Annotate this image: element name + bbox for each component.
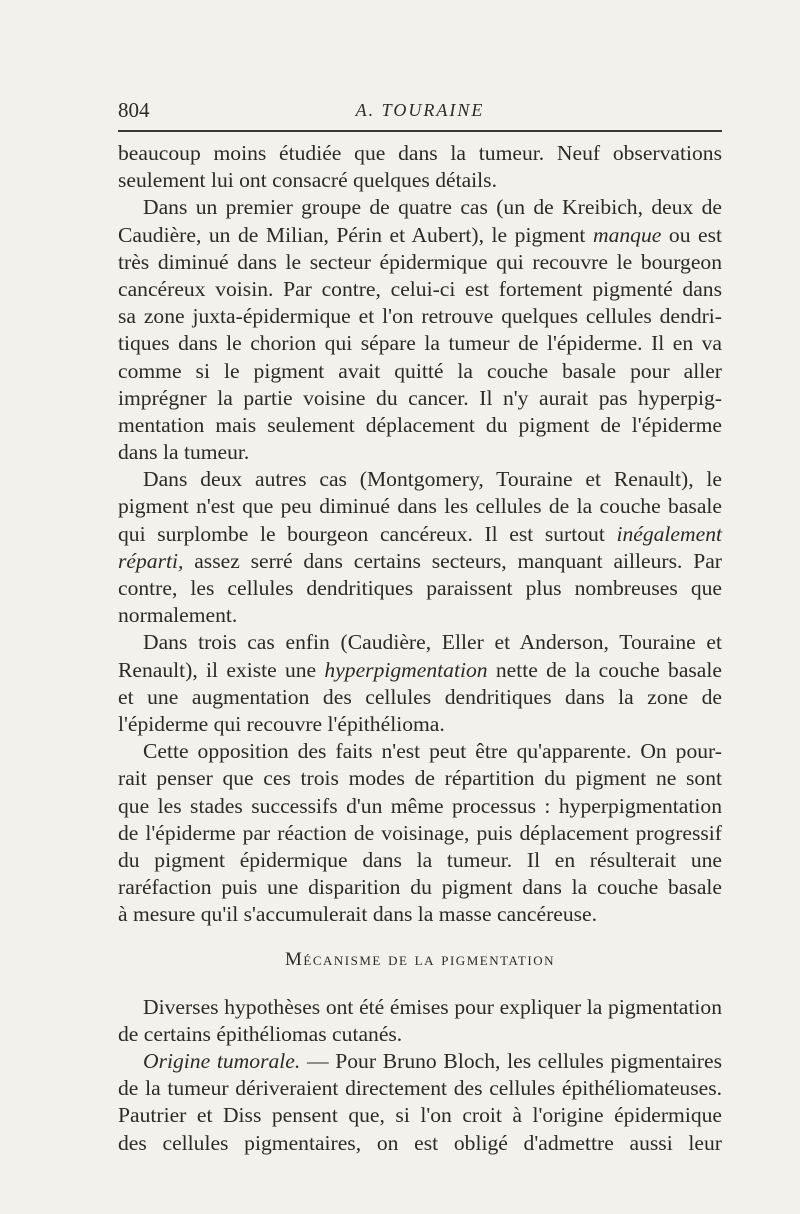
header-rule <box>118 130 722 132</box>
text-line <box>118 222 722 249</box>
text-line: comme si le pigment avait quitté la couche basale pour aller <box>118 358 722 383</box>
page-number: 804 <box>118 98 150 122</box>
text-line: raréfaction puis une disparition du pigment dans la couche basale <box>118 875 722 900</box>
text-line: dans la tumeur. <box>118 440 250 465</box>
text-segment: assez serré dans certains secteurs, manquant ailleurs. Par <box>194 548 722 573</box>
text-line <box>118 657 722 684</box>
text-line: imprégner la partie voisine du cancer. Il n'y aurait pas hyperpig- <box>118 385 722 410</box>
italic-term: Origine tumorale. <box>143 1049 301 1073</box>
section-heading: Mécanisme de la pigmentation <box>285 949 555 971</box>
text-line: Diverses hypothèses ont été émises pour expliquer la pigmentation <box>143 994 722 1019</box>
text-segment: nette de la couche basale <box>495 657 722 682</box>
text-line <box>118 548 722 575</box>
text-line: mentation mais seulement déplacement du pigment de l'épiderme <box>118 412 722 437</box>
text-line: Dans trois cas enfin (Caudière, Eller et Anderson, Touraine et <box>143 630 722 655</box>
text-line: l'épiderme qui recouvre l'épithélioma. <box>118 711 445 736</box>
italic-term: inégalement <box>616 521 722 546</box>
text-line: seulement lui ont consacré quelques détails. <box>118 168 497 193</box>
text-line: tiques dans le chorion qui sépare la tumeur de l'épiderme. Il en va <box>118 331 722 356</box>
text-segment: Caudière, un de Milian, Périn et Aubert), le pigment <box>118 222 586 247</box>
text-segment: Renault), il existe une <box>118 657 317 682</box>
italic-term: manque <box>592 222 662 247</box>
text-line: normalement. <box>118 603 238 628</box>
body-text <box>118 140 722 1157</box>
text-line: du pigment épidermique dans la tumeur. Il en résulterait une <box>118 847 722 872</box>
text-line: pigment n'est que peu diminué dans les cellules de la couche basale <box>118 494 722 519</box>
text-line: Pautrier et Diss pensent que, si l'on croit à l'origine épidermique <box>118 1103 722 1128</box>
text-line: des cellules pigmentaires, on est obligé d'admettre aussi leur <box>118 1130 722 1155</box>
text-line <box>118 1048 722 1075</box>
text-segment: qui surplombe le bourgeon cancéreux. Il est surtout <box>118 521 605 546</box>
text-line: rait penser que ces trois modes de répartition du pigment ne sont <box>118 766 722 791</box>
text-line: Dans un premier groupe de quatre cas (un de Kreibich, deux de <box>143 195 722 220</box>
text-line: et une augmentation des cellules dendritiques dans la zone de <box>118 684 722 709</box>
text-line <box>118 521 722 548</box>
text-line: sa zone juxta-épidermique et l'on retrouve quelques cellules dendri- <box>118 304 722 329</box>
italic-term: réparti, <box>118 548 184 573</box>
text-segment: — Pour Bruno Bloch, les cellules pigmentaires <box>306 1049 722 1073</box>
text-line: de la tumeur dériveraient directement des cellules épithéliomateuses. <box>118 1076 722 1101</box>
italic-term: hyperpigmentation <box>324 657 488 682</box>
text-line: de l'épiderme par réaction de voisinage, puis déplacement progressif <box>118 820 722 845</box>
running-head: A. TOURAINE <box>355 100 485 120</box>
text-line: à mesure qu'il s'accumulerait dans la masse cancéreuse. <box>118 902 598 927</box>
spacer <box>118 928 722 946</box>
text-line: très diminué dans le secteur épidermique qui recouvre le bourgeon <box>118 249 722 274</box>
text-line: beaucoup moins étudiée que dans la tumeur. Neuf observations <box>118 141 722 165</box>
page-header <box>118 98 722 126</box>
text-line: cancéreux voisin. Par contre, celui-ci est fortement pigmenté dans <box>118 276 722 301</box>
text-segment: ou est <box>668 222 723 247</box>
text-line: Dans deux autres cas (Montgomery, Touraine et Renault), le <box>143 467 722 492</box>
text-line: que les stades successifs d'un même processus : hyperpigmentation <box>118 793 722 818</box>
spacer <box>118 974 722 994</box>
text-line: Cette opposition des faits n'est peut être qu'apparente. On pour- <box>143 739 722 764</box>
text-line: contre, les cellules dendritiques paraissent plus nombreuses que <box>118 576 722 600</box>
text-line: de certains épithéliomas cutanés. <box>118 1021 403 1046</box>
